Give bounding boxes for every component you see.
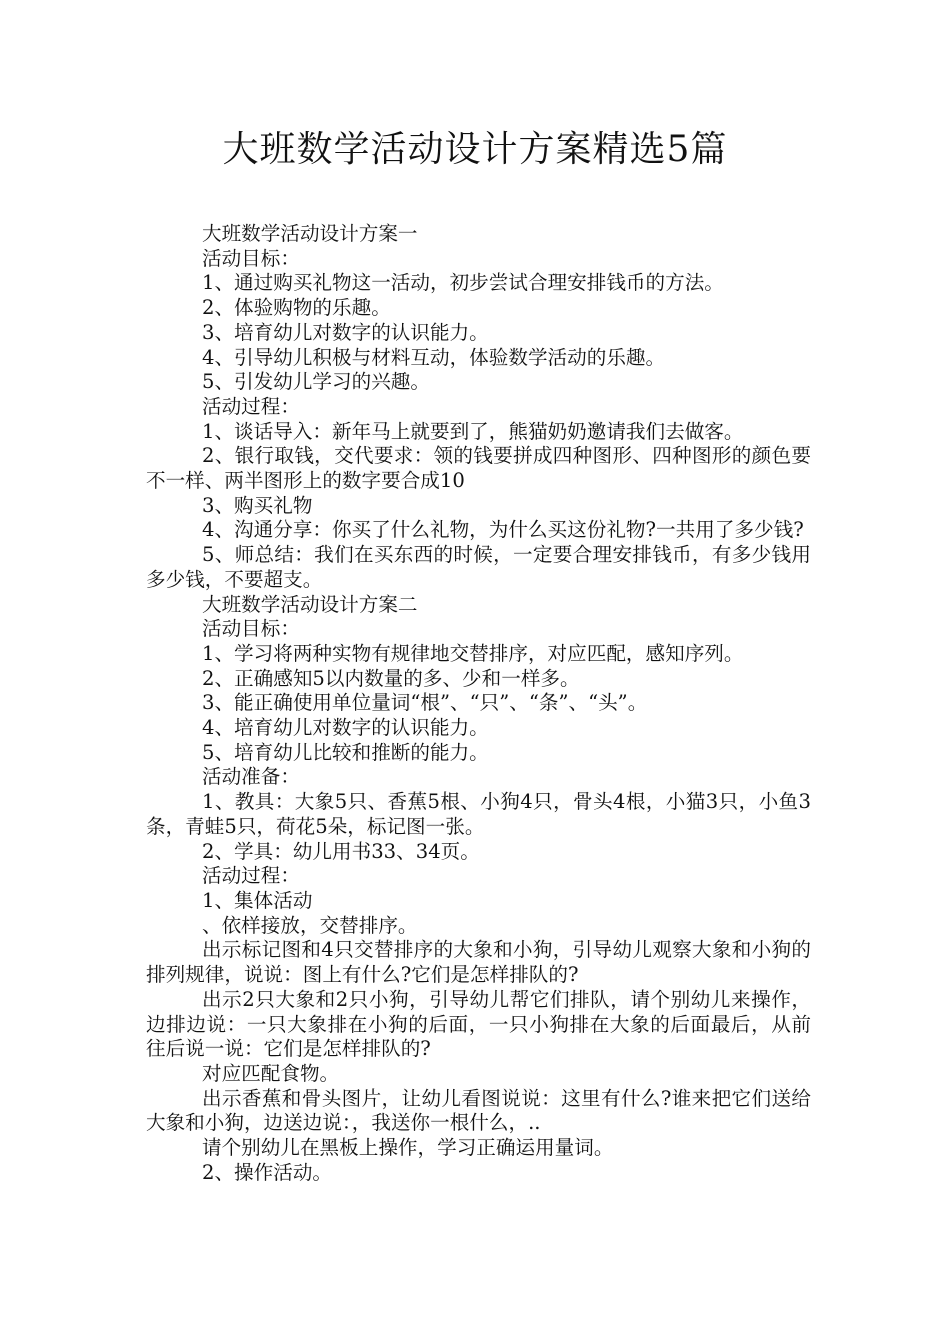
paragraph: 3、培育幼儿对数字的认识能力。 — [202, 320, 489, 344]
paragraph: 2、正确感知5以内数量的多、少和一样多。 — [202, 666, 580, 690]
paragraph: 活动目标： — [202, 617, 300, 641]
paragraph: 3、购买礼物 — [202, 493, 313, 517]
document-body — [146, 222, 811, 1185]
paragraph: 活动目标： — [202, 246, 300, 270]
paragraph: 活动过程： — [202, 864, 300, 888]
paragraph: 2、银行取钱，交代要求：领的钱要拼成四种图形、四种图形的颜色要不一样、两半图形上的数字要合成10 — [146, 444, 811, 493]
paragraph: 1、谈话导入：新年马上就要到了，熊猫奶奶邀请我们去做客。 — [202, 419, 744, 443]
paragraph: 请个别幼儿在黑板上操作，学习正确运用量词。 — [202, 1136, 614, 1160]
paragraph: 1、集体活动 — [202, 888, 313, 912]
document-title: 大班数学活动设计方案精选5篇 — [222, 129, 728, 170]
paragraph: 出示香蕉和骨头图片，让幼儿看图说说：这里有什么?谁来把它们送给大象和小狗，边送边说：，我送你一根什么，.. — [146, 1086, 811, 1135]
paragraph: 5、培育幼儿比较和推断的能力。 — [202, 740, 489, 764]
paragraph: 5、师总结：我们在买东西的时候，一定要合理安排钱币，有多少钱用多少钱，不要超支。 — [146, 543, 811, 591]
paragraph: 1、通过购买礼物这一活动，初步尝试合理安排钱币的方法。 — [202, 271, 724, 295]
paragraph: 对应匹配食物。 — [202, 1061, 340, 1085]
paragraph: 3、能正确使用单位量词“根”、“只”、“条”、“头”。 — [202, 691, 648, 715]
paragraph: 5、引发幼儿学习的兴趣。 — [202, 370, 430, 394]
paragraph: 活动准备： — [202, 765, 300, 789]
paragraph: 4、培育幼儿对数字的认识能力。 — [202, 716, 489, 740]
paragraph: 、依样接放，交替排序。 — [202, 913, 418, 937]
paragraph: 2、体验购物的乐趣。 — [202, 296, 391, 320]
paragraph: 2、学具：幼儿用书33、34页。 — [202, 839, 480, 863]
paragraph: 2、操作活动。 — [202, 1160, 333, 1184]
paragraph: 4、沟通分享：你买了什么礼物，为什么买这份礼物?一共用了多少钱? — [202, 518, 804, 542]
paragraph: 大班数学活动设计方案一 — [202, 222, 418, 245]
paragraph: 4、引导幼儿积极与材料互动，体验数学活动的乐趣。 — [202, 345, 666, 369]
paragraph: 大班数学活动设计方案二 — [202, 592, 418, 616]
paragraph: 出示2只大象和2只小狗，引导幼儿帮它们排队，请个别幼儿来操作，边排边说：一只大象排在小狗的后面，一只小狗排在大象的后面最后，从前往后说一说：它们是怎样排队的? — [146, 987, 811, 1061]
paragraph: 活动过程： — [202, 394, 300, 418]
paragraph: 1、教具：大象5只、香蕉5根、小狗4只，骨头4根，小猫3只，小鱼3条，青蛙5只，荷花5朵，标记图一张。 — [146, 790, 811, 838]
paragraph: 1、学习将两种实物有规律地交替排序，对应匹配，感知序列。 — [202, 641, 744, 665]
paragraph: 出示标记图和4只交替排序的大象和小狗，引导幼儿观察大象和小狗的排列规律，说说：图上有什么?它们是怎样排队的? — [146, 938, 811, 987]
